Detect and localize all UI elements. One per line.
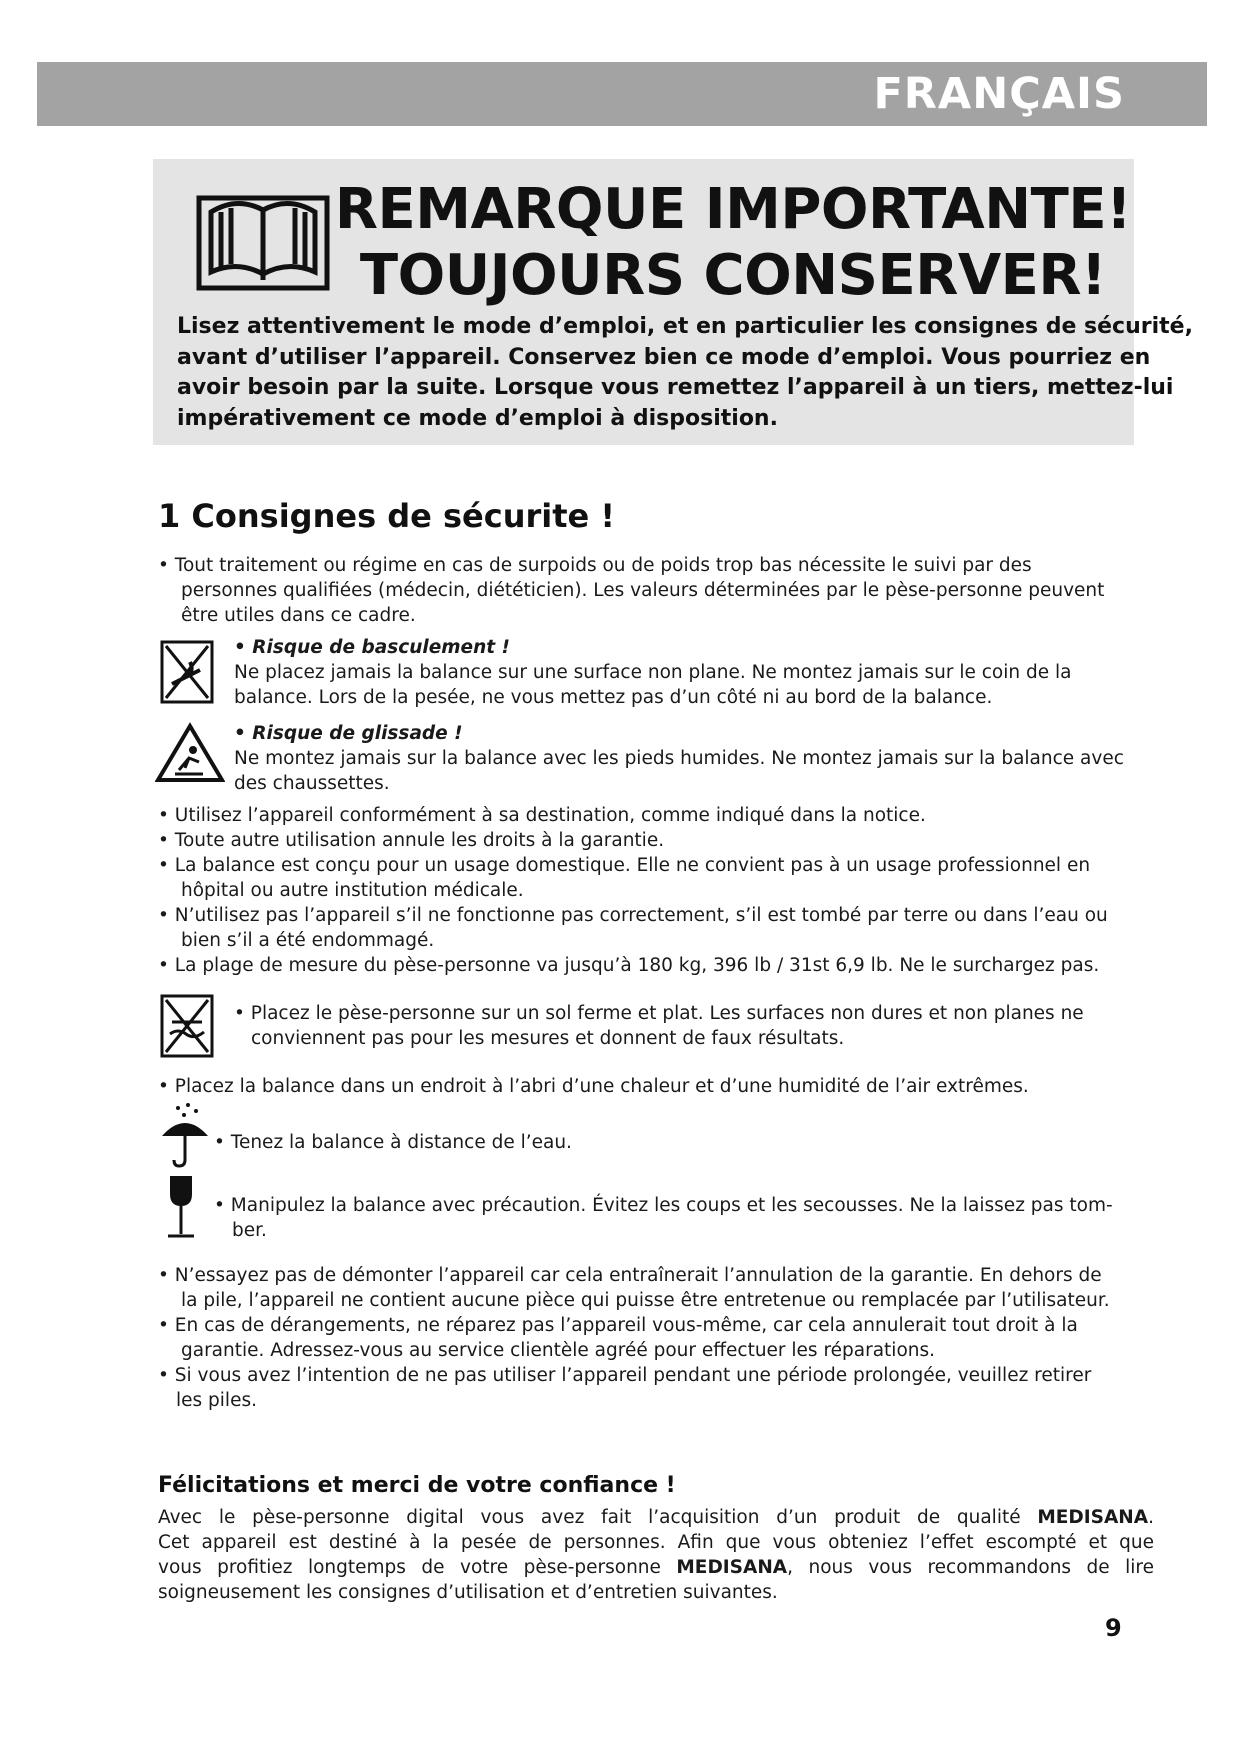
intro-line: personnes qualifiées (médecin, diététicien). Les valeurs déterminées par le pèse-personne peuvent	[181, 580, 1105, 601]
slip-risk-line: Ne montez jamais sur la balance avec les pieds humides. Ne montez jamais sur la balance avec	[234, 748, 1124, 769]
uneven-surface-icon	[160, 994, 214, 1058]
water-note: • Tenez la balance à distance de l’eau.	[214, 1132, 572, 1153]
brand-name: MEDISANA	[676, 1557, 788, 1578]
thanks-text: .	[1148, 1507, 1154, 1528]
page-number: 9	[1105, 1614, 1122, 1642]
section-heading: 1 Consignes de sécurite !	[158, 497, 615, 535]
bullet-line: garantie. Adressez-vous au service clientèle agréé pour effectuer les réparations.	[181, 1340, 936, 1361]
bullet-line: la pile, l’appareil ne contient aucune pièce qui puisse être entretenue ou remplacée par l’utilisateur.	[181, 1290, 1110, 1311]
notice-text-line: Lisez attentivement le mode d’emploi, et en particulier les consignes de sécurité,	[177, 314, 1193, 339]
floor-note-line: conviennent pas pour les mesures et donnent de faux résultats.	[251, 1028, 845, 1049]
fragile-glass-icon	[164, 1174, 198, 1240]
floor-note-line: • Placez le pèse-personne sur un sol ferme et plat. Les surfaces non dures et non planes ne	[234, 1003, 1084, 1024]
bullet-line: • La plage de mesure du pèse-personne va jusqu’à 180 kg, 396 lb / 31st 6,9 lb. Ne le surchargez pas.	[158, 955, 1100, 976]
brand-name: MEDISANA	[1037, 1507, 1149, 1528]
thanks-heading: Félicitations et merci de votre confiance !	[158, 1473, 676, 1498]
thanks-line	[158, 1505, 1154, 1530]
bullet-line: • N’utilisez pas l’appareil s’il ne fonctionne pas correctement, s’il est tombé par terre ou dans l’eau ou	[158, 905, 1108, 926]
notice-text-line: avant d’utiliser l’appareil. Conservez bien ce mode d’emploi. Vous pourriez en	[177, 344, 1151, 370]
tip-risk-title: • Risque de basculement !	[234, 637, 510, 658]
bullet-line: • Toute autre utilisation annule les droits à la garantie.	[158, 830, 665, 851]
thanks-line	[158, 1555, 1154, 1580]
important-notice-box	[153, 159, 1193, 445]
language-label: FRANÇAIS	[873, 69, 1125, 119]
notice-text-line: impérativement ce mode d’emploi à disposition.	[177, 405, 778, 431]
intro-line: • Tout traitement ou régime en cas de surpoids ou de poids trop bas nécessite le suivi par des	[158, 555, 1032, 576]
thanks-line: soigneusement les consignes d’utilisation et d’entretien suivantes.	[158, 1582, 778, 1603]
fragile-note-line: • Manipulez la balance avec précaution. Évitez les coups et les secousses. Ne la laissez pas tom-	[214, 1195, 1113, 1216]
tip-risk-line: Ne placez jamais la balance sur une surface non plane. Ne montez jamais sur le coin de la	[234, 662, 1072, 683]
intro-line: être utiles dans ce cadre.	[181, 605, 416, 626]
bullet-line: • Utilisez l’appareil conformément à sa destination, comme indiqué dans la notice.	[158, 805, 926, 826]
slip-risk-title: • Risque de glissade !	[234, 723, 463, 744]
language-header-bar	[37, 62, 1207, 126]
slip-risk-line: des chaussettes.	[234, 773, 390, 794]
heat-note: • Placez la balance dans un endroit à l’abri d’une chaleur et d’une humidité de l’air extrêmes.	[158, 1076, 1029, 1097]
fragile-note-line: ber.	[232, 1220, 267, 1241]
tip-risk-line: balance. Lors de la pesée, ne vous mettez pas d’un côté ni au bord de la balance.	[234, 687, 993, 708]
umbrella-keep-dry-icon	[158, 1102, 212, 1170]
thanks-text: , nous vous recommandons de lire	[787, 1557, 1154, 1578]
bullet-line: • N’essayez pas de démonter l’appareil car cela entraînerait l’annulation de la garantie. En dehors de	[158, 1265, 1102, 1286]
scale-tipping-icon	[160, 640, 214, 704]
notice-title-line-2: TOUJOURS CONSERVER!	[359, 243, 1107, 308]
notice-text-line: avoir besoin par la suite. Lorsque vous remettez l’appareil à un tiers, mettez-lui	[177, 375, 1174, 400]
thanks-paragraph	[158, 1505, 1154, 1605]
slip-warning-icon	[155, 722, 225, 784]
thanks-text: Avec le pèse-personne digital vous avez fait l’acquisition d’un produit de qualité	[158, 1507, 1038, 1528]
bullet-line: hôpital ou autre institution médicale.	[181, 880, 524, 901]
thanks-text: vous profitiez longtemps de votre pèse-personne	[158, 1557, 677, 1578]
bullet-line: bien s’il a été endommagé.	[181, 930, 435, 951]
bullet-line: • Si vous avez l’intention de ne pas utiliser l’appareil pendant une période prolongée, veuillez retirer	[158, 1365, 1092, 1386]
notice-text	[177, 312, 1193, 434]
thanks-line: Cet appareil est destiné à la pesée de personnes. Afin que vous obteniez l’effet escompté et que	[158, 1532, 1154, 1553]
notice-title	[333, 177, 1133, 309]
bullet-line: les piles.	[176, 1390, 257, 1411]
open-book-icon	[195, 184, 331, 292]
bullet-line: • En cas de dérangements, ne réparez pas l’appareil vous-même, car cela annulerait tout droit à la	[158, 1315, 1078, 1336]
notice-title-line-1: REMARQUE IMPORTANTE!	[334, 177, 1132, 242]
bullet-line: • La balance est conçu pour un usage domestique. Elle ne convient pas à un usage professionnel en	[158, 855, 1091, 876]
